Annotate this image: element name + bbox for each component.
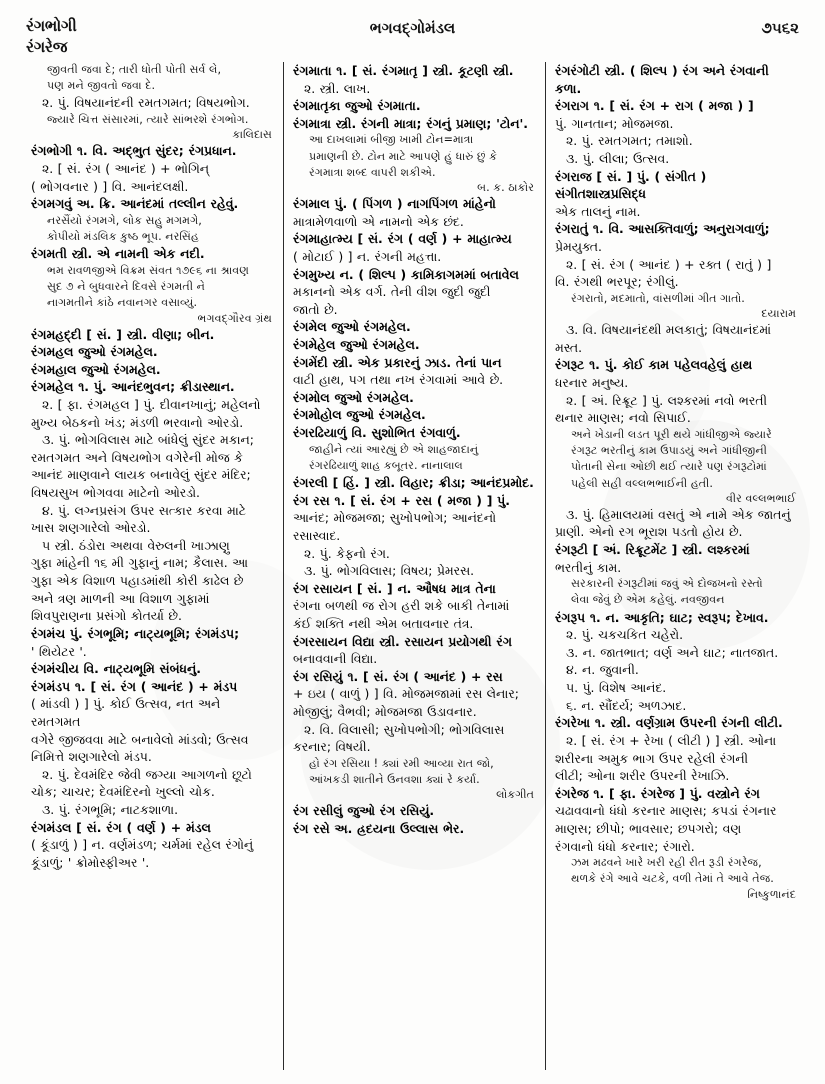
- dictionary-continuation-line: ભરતીનું કામ.: [555, 559, 622, 575]
- dictionary-headword-line: રંગમેંદી સ્ત્રી. એક પ્રકારનું ઝાડ. તેનાં પાન: [293, 354, 502, 370]
- citation-quote-line: જ્યારે ચિત્ત સંસારમાં, ત્યારે સાંભરશે રંગભોગ.: [47, 113, 249, 127]
- citation-quote-line: હો રંગ રસિયા ! ક્યાં રમી આવ્યા રાત જો,: [309, 756, 494, 770]
- dictionary-continuation-line: ગુફા માંહેની ૧૬ મી ગુફાનું નામ; કૈલાસ. આ: [31, 555, 248, 571]
- dictionary-headword-line: રંગ રસે અ. હ્રદયના ઉલ્લાસ ભેર.: [293, 820, 465, 836]
- dictionary-continuation-line: શરીરના અમુક ભાગ ઉપર રહેલી રંગની: [555, 750, 749, 766]
- dictionary-continuation-line: મસ્ત.: [555, 339, 583, 355]
- citation-quote-line: સુદ ૭ ને બુધવારને દિવસે રંગમતી ને: [47, 280, 205, 294]
- dictionary-sense-line: ૨. [ સં. રંગ ( આનંદ ) + રક્ત ( રાતું ) ]: [566, 256, 772, 272]
- column-container: [22, 62, 807, 1070]
- dictionary-continuation-line: થનાર માણસ; નવો સિપાઈ.: [555, 410, 691, 426]
- dictionary-continuation-line: રમતગમત અને વિષયભોગ વગેરેની મોજ કે: [31, 449, 243, 465]
- citation-quote-line: સરકારની રંગરૂટીમાં જવું એ દોજખનો રસ્તો: [571, 577, 763, 591]
- dictionary-headword-line: રંગરસાયન વિદ્યા સ્ત્રી. રસાયન પ્રયોગથી રંગ: [293, 633, 512, 649]
- dictionary-continuation-line: ચઢાવવાનો ધંધો કરનાર માણસ; કપડાં રંગનાર: [555, 803, 777, 819]
- citation-quote-line: પોતાની સેના ઓછી થઈ ત્યારે પણ રંગરૂટોમાં: [571, 460, 767, 474]
- dictionary-headword-line: રંગમુખ્ય ન. ( શિલ્પ ) કામિકાગમમાં બતાવેલ: [293, 266, 519, 282]
- dictionary-headword-line: રંગરલી [ હિં. ] સ્ત્રી. વિહાર; ક્રીડા; આનંદપ્રમોદ.: [293, 475, 534, 491]
- dictionary-continuation-line: ( કૂંડાળું ) ] ન. વર્ણમંડળ; ચર્મમાં રહેલ રંગોનું: [31, 837, 254, 853]
- dictionary-continuation-line: વગેરે જીજવવા માટે બનાવેલો માંડવો; ઉત્સવ: [31, 731, 249, 747]
- dictionary-headword-line: રંગમંચીય વિ. નાટ્યભૂમિ સંબંધનું.: [31, 661, 201, 677]
- citation-quote-line: રંગરાતો, મદમાતો, વાંસળીમાં ગીત ગાતો.: [571, 291, 745, 305]
- dictionary-sense-line: ૩. પું. રંગભૂમિ; નાટકશાળા.: [42, 801, 179, 817]
- dictionary-sense-line: ૨. પું. વિષયાનંદની રમતગમત; વિષયભોગ.: [42, 95, 250, 111]
- dictionary-headword-line: રંગમોહોલ જુઓ રંગમહેલ.: [293, 407, 426, 423]
- citation-quote-line: અને ખેડાની લડત પૂરી થયે ગાંધીજીએ જ્યારે: [571, 427, 772, 441]
- citation-quote-line: રંગરઢિયાળું શાહ કબૂતર. નાનાલાલ: [309, 458, 463, 472]
- citation-attribution: નિષ્કુળાનંદ: [747, 887, 796, 901]
- dictionary-sense-line: ૨. વિ. વિલાસી; સુખોપભોગી; ભોગવિલાસ: [304, 721, 505, 737]
- dictionary-sense-line: ૨. [ અં. રિક્રૂટ ] પું. લશ્કરમાં નવો ભરતી: [566, 392, 768, 408]
- dictionary-sense-line: ૨. [ સં. રંગ + રેખા ( લીટી ) ] સ્ત્રી. ઓના: [566, 732, 777, 748]
- header-title: ભગવદ્ગોમંડલ: [369, 19, 456, 37]
- dictionary-headword-line: રંગમંચ પું. રંગભૂમિ; નાટ્યભૂમિ; રંગમંડપ;: [31, 625, 240, 641]
- dictionary-headword-line: રંગરેજ ૧. [ ફા. રંગરેજ ] પું. વસ્ત્રોને રંગ: [555, 785, 760, 801]
- citation-quote-line: રંગમાત્રા શબ્દ વાપરી શકીએ.: [309, 165, 436, 179]
- dictionary-continuation-line: ( ભોગવનાર ) ] વિ. આનંદલક્ષી.: [31, 178, 189, 194]
- dictionary-sense-line: ૨. [ સં. રંગ ( આનંદ ) + ભોગિન્: [42, 160, 210, 176]
- citation-quote-line: થળકે રંગે આવે ચટકે, વળી તેમાં તે આવે તેજ.: [571, 872, 774, 886]
- dictionary-sense-line: ૨. પું. રમતગમત; તમાશો.: [566, 133, 693, 149]
- dictionary-continuation-line: અને ત્રણ માળની આ વિશાળ ગુફામાં: [31, 590, 210, 606]
- dictionary-continuation-line: માણસ; છીપો; ભાવસાર; છપગરો; વણ: [555, 820, 742, 836]
- dictionary-sense-line: ૬. ન. સૌંદર્ય; અળઝાદ.: [566, 697, 687, 713]
- citation-quote-line: ઝમ મઢવને ખારે ખરી રહી રીત રૂડી રંગરેજ,: [571, 856, 762, 870]
- dictionary-headword-line: રંગમહલ જુઓ રંગમહેલ.: [31, 344, 158, 360]
- citation-quote-line: જીવતી જવા દે; તારી ધોતી પોતી સર્વ લે,: [47, 63, 222, 76]
- dictionary-continuation-line: ગુફા એક વિશાળ પહાડમાંથી કોરી કાઢેલ છે: [31, 573, 244, 589]
- citation-attribution: બ. ક. ઠાકોર: [477, 181, 534, 195]
- dictionary-headword-line: રંગમાત્રા સ્ત્રી. રંગની માત્રા; રંગનું પ્રમાણ; 'ટોન'.: [293, 115, 528, 131]
- dictionary-continuation-line: મોજીલું; વૈભવી; મોજમજા ઉડાવનાર.: [293, 704, 477, 720]
- dictionary-continuation-line: + ઇય ( વાળું ) ] વિ. મોજમજામાં રસ લેનાર;: [293, 686, 519, 702]
- dictionary-headword-line: રંગરઢિયાળું વિ. સુશોભિત રંગવાળું.: [293, 425, 461, 441]
- dictionary-continuation-line: પ્રેમયુક્ત.: [555, 239, 602, 255]
- dictionary-headword-line: રંગમંડલ [ સં. રંગ ( વર્ણ ) + મંડલ: [31, 819, 211, 835]
- citation-quote-line: રંગરૂટ ભરતીનું કામ ઉપાડયું અને ગાંધીજીની: [571, 444, 767, 458]
- citation-attribution: વીર વલ્લભભાઈ: [725, 491, 796, 505]
- dictionary-continuation-line: મકાનનો એક વર્ગ. તેની વીશ જુદી જુદી: [293, 284, 491, 300]
- citation-attribution: લોકગીત: [496, 788, 534, 802]
- dictionary-headword-line: રંગમેહેલ જુઓ રંગમહેલ.: [293, 337, 420, 353]
- header-guide-word-first: રંગભોગી: [26, 17, 77, 35]
- dictionary-continuation-line: કૂંડાળું; ' ક્રોમોસ્ફીઅર '.: [31, 854, 150, 870]
- text-column-3: [545, 62, 807, 1070]
- dictionary-headword-line: રંગભોગી ૧. વિ. અદ્ભુત સુંદર; રંગપ્રધાન.: [31, 143, 237, 159]
- citation-attribution: ભગવદ્ગૌરવ ગ્રંથ: [197, 311, 272, 325]
- dictionary-continuation-line: રસાસ્વાદ.: [293, 527, 341, 543]
- dictionary-continuation-line: કરનાર; વિષયી.: [293, 739, 371, 755]
- dictionary-continuation-line: આનંદ; મોજમજા; સુખોપભોગ; આનંદનો: [293, 510, 497, 526]
- dictionary-sense-line: ૨. પું. દેવમંદિર જેવી જગ્યા આગળનો છૂટો: [42, 766, 252, 782]
- dictionary-headword-line: રંગમાતા ૧. [ સં. રંગમાતૃ ] સ્ત્રી. કૂટણી સ્ત્રી.: [293, 63, 514, 78]
- dictionary-continuation-line: ખાસ શણગારેલો ઓરડો.: [31, 520, 151, 536]
- dictionary-sense-line: ૫. પું. વિશેષ આનંદ.: [566, 680, 667, 696]
- dictionary-sense-line: ૨. [ ફા. રંગમહલ ] પું. દીવાનખાનું; મહેલનો: [42, 396, 261, 412]
- dictionary-sense-line: ૩. પું. લીલા; ઉત્સવ.: [566, 151, 670, 167]
- dictionary-continuation-line: બનાવવાની વિદ્યા.: [293, 651, 378, 667]
- dictionary-sense-line: ૩. પું. ભોગવિલાસ માટે બાંધેલું સુંદર મકાન;: [42, 432, 254, 448]
- dictionary-continuation-line: રંગના બળથી જ રોગ હરી શકે બાકી તેનામાં: [293, 598, 510, 614]
- dictionary-continuation-line: ( મોટાઈ ) ] ન. રંગની મહત્તા.: [293, 248, 442, 264]
- dictionary-headword-line: રંગમંડપ ૧. [ સં. રંગ ( આનંદ ) + મંડપ: [31, 678, 238, 694]
- dictionary-continuation-line: વિષયસુખ ભોગવવા માટેનો ઓરડો.: [31, 485, 200, 501]
- dictionary-headword-line: રંગરાગ ૧. [ સં. રંગ + રાગ ( મજા ) ]: [555, 98, 754, 114]
- dictionary-headword-line: રંગરાજ [ સં. ] પું. ( સંગીત ) સંગીતશાસ્ત્રપ્રસિદ્ધ: [555, 168, 707, 202]
- citation-attribution: કાલિદાસ: [232, 128, 272, 142]
- dictionary-continuation-line: નિમિત્તે શણગારેલો મંડપ.: [31, 749, 152, 765]
- citation-quote-line: જાહીને ત્યાં આરહ્યું છે એ શાહજાદાનું: [309, 442, 479, 456]
- dictionary-headword-line: રંગ રસીલું જુઓ રંગ રસિયું.: [293, 803, 435, 819]
- dictionary-sense-line: ૩. વિ. વિષયાનંદથી મલકાતું; વિષયાનંદમાં: [566, 322, 772, 338]
- header-guide-word-second: રંગરેજ: [26, 37, 68, 56]
- dictionary-sense-line: ૨. સ્ત્રી. લાખ.: [304, 80, 371, 96]
- citation-quote-line: આ દાખલામાં બીજી ખામી ટોન=માત્રા: [309, 133, 474, 147]
- dictionary-headword-line: રંગ રસ ૧. [ સં. રંગ + રસ ( મજા ) ] પું.: [293, 492, 510, 508]
- dictionary-headword-line: રંગરૂટ ૧. પું. કોઈ કામ પહેલવહેલું હાથ: [555, 357, 753, 373]
- dictionary-continuation-line: શિવપુરાણના પ્રસંગો કોતર્યા છે.: [31, 608, 182, 624]
- citation-quote-line: પણ મને જીવતો જવા દે.: [47, 79, 156, 93]
- dictionary-headword-line: રંગમતી સ્ત્રી. એ નામની એક નદી.: [31, 246, 205, 262]
- dictionary-continuation-line: વિ. રંગથી ભરપૂર; રંગીલું.: [555, 274, 679, 290]
- dictionary-headword-line: રંગમહાલ જુઓ રંગમહેલ.: [31, 361, 161, 377]
- citation-quote-line: ભમ રાવળજીએ વિક્રમ સંવત ૧૭૯૬ ના શ્રાવણ: [47, 263, 250, 277]
- dictionary-headword-line: રંગમહેલ ૧. પું. આનંદભુવન; ક્રીડાસ્થાન.: [31, 379, 235, 395]
- text-column-1: [22, 62, 283, 1070]
- dictionary-continuation-line: પું. ગાનતાન; મોજમજા.: [555, 115, 674, 131]
- dictionary-headword-line: રંગ રસિયું ૧. [ સં. રંગ ( આનંદ ) + રસ: [293, 668, 503, 684]
- citation-quote-line: પહેલી સહી વલ્લભભાઈની હતી.: [571, 476, 713, 490]
- citation-quote-line: કોપીયો મંડલિક કુષ્ઠ ભૂપ. નરસિંહ: [47, 229, 199, 243]
- dictionary-headword-line: રંગમાહાત્મ્ય [ સં. રંગ ( વર્ણ ) + માહાત્મ્ય: [293, 231, 512, 247]
- dictionary-headword-line: રંગમગવું અ. ક્રિ. આનંદમાં તલ્લીન રહેવું.: [31, 196, 239, 212]
- citation-quote-line: નરસૈંયો રંગમગે, લોક સહુ મગમગે,: [47, 213, 202, 227]
- dictionary-continuation-line: ધરનાર મનુષ્ય.: [555, 374, 629, 390]
- dictionary-sense-line: ૪. ન. જુવાની.: [566, 662, 639, 678]
- dictionary-continuation-line: માત્રામેળવાળો એ નામનો એક છંદ.: [293, 213, 464, 229]
- dictionary-continuation-line: કંઈ શક્તિ નથી એમ બતાવનાર તંત્ર.: [293, 616, 474, 632]
- dictionary-continuation-line: જાતો છે.: [293, 301, 338, 317]
- page-header: [26, 16, 799, 62]
- dictionary-sense-line: ૨. પું. ચકચકિત ચહેરો.: [566, 627, 684, 643]
- dictionary-continuation-line: મુખ્ય બેઠકનો ખંડ; મંડળી ભરવાનો ઓરડો.: [31, 414, 244, 430]
- citation-quote-line: નાગમતીને કાંઠે નવાનગર વસાવ્યું.: [47, 296, 198, 310]
- dictionary-headword-line: રંગરાતું ૧. વિ. આસક્તિવાળું; અનુરાગવાળું;: [555, 221, 770, 237]
- dictionary-headword-line: રંગમેલ જુઓ રંગમહેલ.: [293, 319, 411, 335]
- citation-quote-line: આંખકડી શાતીને ઉનવશા ક્યાં રે કર્યા.: [309, 773, 480, 787]
- citation-quote-line: પ્રમાણની છે. ટોન માટે આપણે હું ધારું છું કે: [309, 149, 498, 163]
- dictionary-headword-line: રંગમાતૃકા જુઓ રંગમાતા.: [293, 98, 421, 114]
- dictionary-headword-line: રંગમોલ જુઓ રંગમહેલ.: [293, 389, 414, 405]
- dictionary-continuation-line: રંગવાનો ધંધો કરનાર; રંગારો.: [555, 838, 695, 854]
- dictionary-continuation-line: એક તાલનું નામ.: [555, 203, 641, 219]
- citation-attribution: દયારામ: [761, 307, 796, 321]
- dictionary-headword-line: રંગરેખા ૧. સ્ત્રી. વર્ણગ્રામ ઉપરની રંગની લીટી.: [555, 715, 783, 731]
- dictionary-continuation-line: વાટી હાથ, પગ તથા નખ રંગવામાં આવે છે.: [293, 372, 504, 388]
- dictionary-continuation-line: આનંદ માણવાને લાયક બનાવેલું સુંદર મંદિર;: [31, 467, 251, 483]
- dictionary-headword-line: રંગ રસાયન [ સં. ] ન. ઔષધ માત્ર તેના: [293, 580, 496, 596]
- citation-quote-line: લેવા જેવું છે એમ કહેલું. નવજીવન: [571, 593, 725, 607]
- dictionary-continuation-line: ચોક; ચાચર; દેવમંદિરનો ખુલ્લો ચોક.: [31, 784, 215, 800]
- dictionary-headword-line: રંગરૂપ ૧. ન. આકૃતિ; ઘાટ; સ્વરૂપ; દેખાવ.: [555, 609, 769, 625]
- dictionary-headword-line: રંગમાલ પું. ( પિંગળ ) નાગપિંગળ માંહેનો: [293, 196, 496, 212]
- dictionary-sense-line: ૩. પું. ભોગવિલાસ; વિષય; પ્રેમરસ.: [304, 563, 475, 579]
- dictionary-headword-line: રંગરૂટી [ અં. રિક્રૂટમેંટ ] સ્ત્રી. લશ્કરમાં: [555, 541, 750, 557]
- dictionary-continuation-line: ( માંડવી ) ] પું. કોઈ ઉત્સવ, નત અને રમતગમત: [31, 696, 221, 729]
- dictionary-headword-line: રંગમહદ્દી [ સં. ] સ્ત્રી. વીણા; બીન.: [31, 326, 215, 342]
- dictionary-sense-line: ૪. પું. લગ્નપ્રસંગ ઉપર સત્કાર કરવા માટે: [42, 502, 247, 518]
- text-column-2: [283, 62, 545, 1070]
- page-number: ૭૫૬૨: [761, 19, 799, 37]
- dictionary-sense-line: ૩. ન. જાતભાત; વર્ણ અને ઘાટ; નાતજાત.: [566, 644, 779, 660]
- dictionary-continuation-line: પ્રાણી. એનો રગ ભૂરાશ પડતો હોય છે.: [555, 524, 743, 540]
- dictionary-sense-line: ૫ સ્ત્રી. ઠંડોરા અથવા વેરુલની ખાઝાણુ: [42, 537, 230, 553]
- dictionary-sense-line: ૨. પું. કેફનો રંગ.: [304, 545, 390, 561]
- dictionary-continuation-line: ' થિયેટર '.: [31, 643, 87, 659]
- dictionary-continuation-line: લીટી; ઓના શરીર ઉપરની રેખાઝિ.: [555, 768, 730, 784]
- dictionary-sense-line: ૩. પું. હિમાલયમાં વસતું એ નામે એક જાતનું: [566, 506, 791, 522]
- dictionary-headword-line: રંગરંગોટી સ્ત્રી. ( શિલ્પ ) રંગ અને રંગવાની કળા.: [555, 63, 769, 96]
